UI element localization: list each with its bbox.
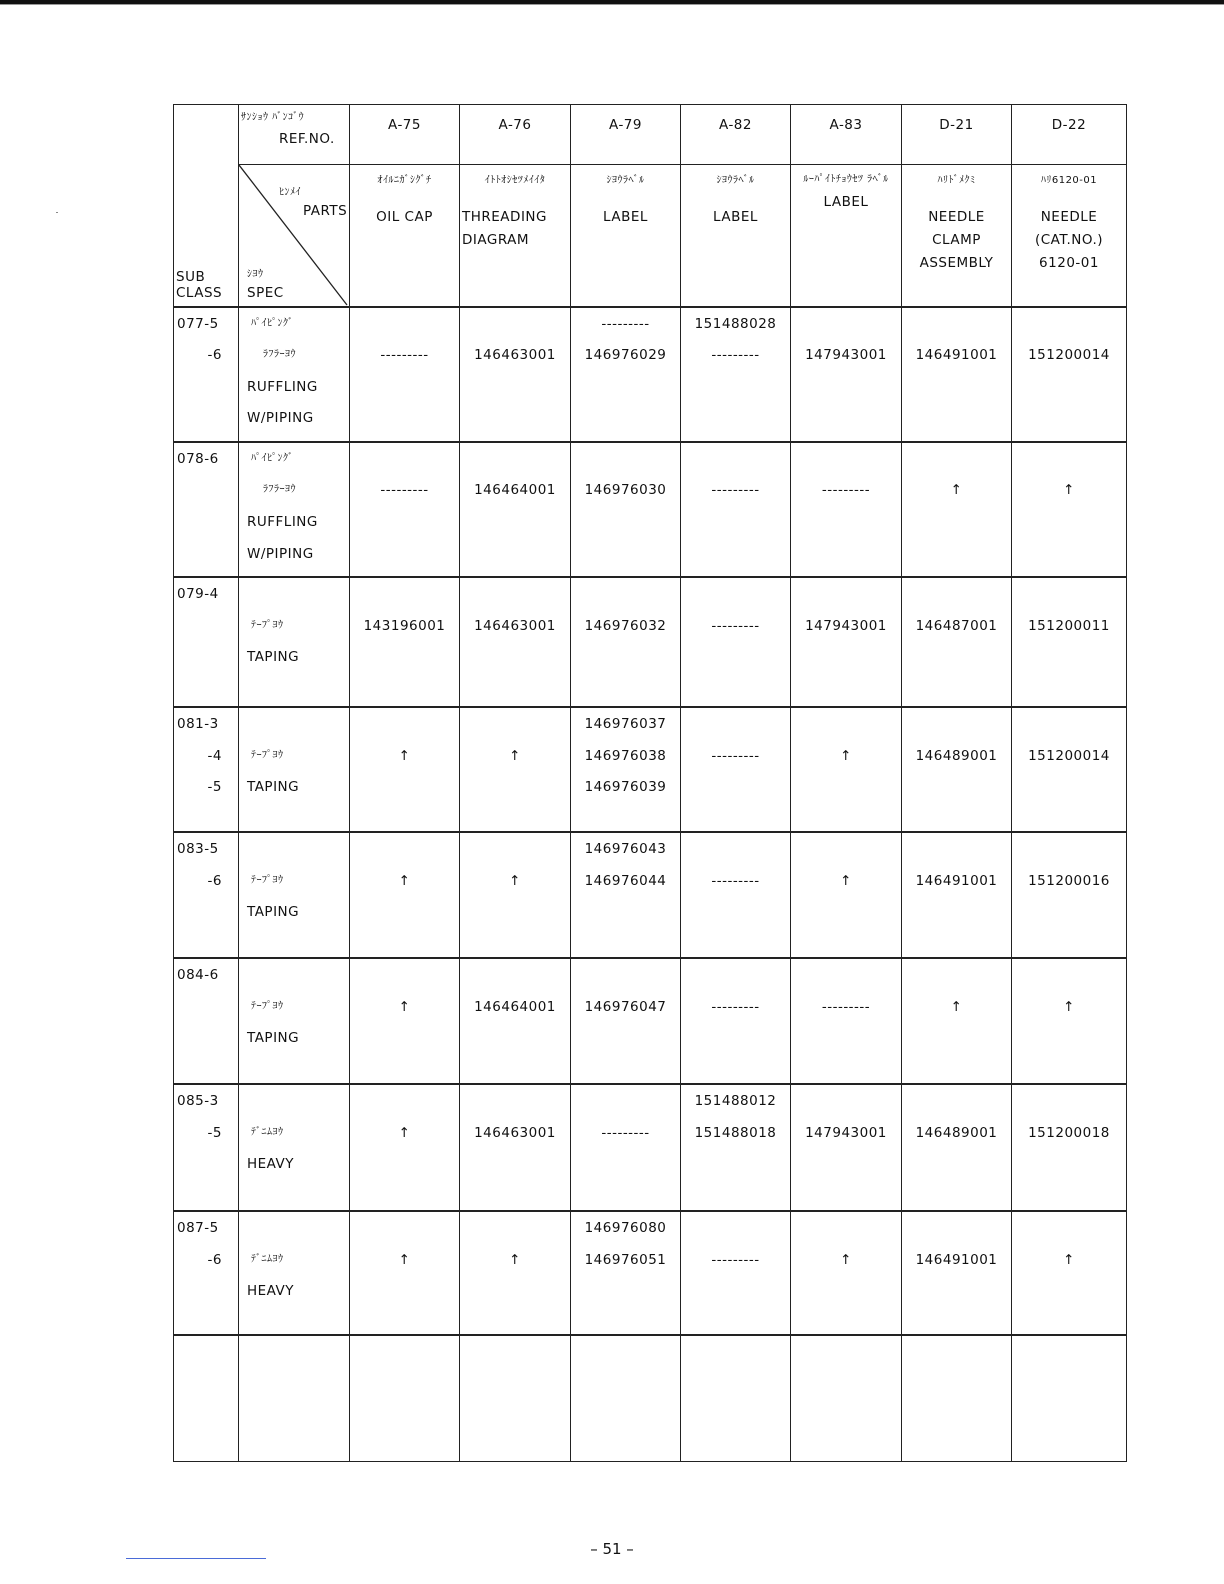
value-cell	[571, 707, 681, 832]
value-cell	[681, 707, 791, 832]
table-row	[174, 1211, 1127, 1335]
class-label: CLASS	[176, 285, 223, 301]
value-cell	[460, 442, 571, 577]
part-name: LABEL	[603, 209, 648, 225]
value-cell	[460, 1211, 571, 1335]
table-row	[174, 1084, 1127, 1211]
part-number	[460, 450, 570, 482]
part-number: ↑	[398, 872, 411, 889]
part-number	[902, 715, 1011, 747]
part-number	[681, 840, 790, 872]
value-cell	[460, 958, 571, 1084]
part-number	[350, 585, 459, 617]
spec-kana: ﾃｰﾌﾟﾖｳ	[251, 1000, 284, 1012]
part-number	[460, 1092, 570, 1124]
subclass-value: 077-5	[177, 315, 219, 332]
part-number	[681, 585, 790, 617]
part-number	[1012, 450, 1126, 482]
table-row	[174, 832, 1127, 958]
value-cell	[571, 442, 681, 577]
subclass-value: 084-6	[177, 967, 219, 984]
part-number: ---------	[380, 482, 429, 499]
part-name: NEEDLE CLAMP ASSEMBLY	[919, 209, 994, 271]
part-number: 151200018	[1028, 1124, 1110, 1141]
empty-cell	[174, 1335, 239, 1461]
subclass-cell	[174, 577, 239, 707]
blue-underline-mark	[126, 1558, 266, 1559]
subclass-cell	[174, 1084, 239, 1211]
part-number	[460, 1219, 570, 1251]
part-number: ↑	[840, 872, 852, 889]
part-name: NEEDLE (CAT.NO.) 6120-01	[1034, 209, 1104, 271]
part-number: ↑	[398, 998, 411, 1015]
sub-label: SUB	[176, 269, 206, 285]
value-cell	[791, 1084, 902, 1211]
spec-text: HEAVY	[247, 1283, 295, 1300]
subclass-value: -5	[207, 779, 222, 796]
empty-cell	[571, 1335, 681, 1461]
part-number	[1012, 315, 1126, 347]
part-number	[681, 715, 790, 747]
part-number	[1012, 715, 1126, 747]
part-kana: ﾊﾘ6120-01	[1040, 175, 1098, 186]
part-number	[791, 585, 901, 617]
part-number	[791, 450, 901, 482]
part-number	[902, 1219, 1011, 1251]
scan-speck	[56, 212, 58, 213]
part-number: 146464001	[474, 482, 556, 499]
part-number	[571, 966, 680, 998]
part-number	[350, 1092, 459, 1124]
part-number: 146976044	[584, 872, 667, 889]
ref-a82: A-82	[681, 105, 791, 165]
part-number	[460, 585, 570, 617]
part-number: 151200014	[1028, 347, 1110, 364]
subclass-cell	[174, 307, 239, 442]
value-cell	[571, 1211, 681, 1335]
subclass-value: 087-5	[177, 1220, 219, 1237]
part-number: 147943001	[805, 617, 887, 634]
value-cell	[350, 577, 460, 707]
value-cell	[571, 577, 681, 707]
ref-a76: A-76	[460, 105, 571, 165]
value-cell	[350, 832, 460, 958]
spec-label: SPEC	[247, 285, 284, 301]
table-row	[174, 577, 1127, 707]
spec-kana: ﾃｰﾌﾟﾖｳ	[251, 619, 284, 631]
value-cell	[571, 307, 681, 442]
spec-cell	[239, 307, 350, 442]
part-number: 146491001	[915, 1251, 998, 1268]
part-number	[902, 585, 1011, 617]
parts-name-row	[174, 165, 1127, 307]
shiyou-kana: ｼﾖｳ	[247, 269, 264, 280]
part-number: ↑	[509, 1251, 521, 1268]
part-number: ↑	[509, 747, 521, 764]
part-number	[902, 1092, 1011, 1124]
empty-cell	[1012, 1335, 1127, 1461]
part-number: ↑	[398, 747, 411, 764]
parts-table	[173, 104, 1127, 1462]
spec-kana: ﾗﾌﾗｰﾖｳ	[263, 349, 296, 361]
spec-text	[239, 585, 349, 617]
subclass-cell	[174, 442, 239, 577]
part-number	[1012, 966, 1126, 998]
part-number: 146976032	[584, 617, 667, 634]
value-cell	[460, 307, 571, 442]
value-cell	[902, 1211, 1012, 1335]
table-row	[174, 442, 1127, 577]
part-number	[902, 450, 1011, 482]
subclass-value: -6	[207, 872, 222, 889]
ref-a75: A-75	[350, 105, 460, 165]
ref-kana: ｻﾝｼｮｳ ﾊﾞﾝｺﾞｳ	[241, 112, 305, 123]
part-number: ↑	[509, 872, 521, 889]
part-number: ---------	[711, 998, 760, 1015]
spec-cell	[239, 707, 350, 832]
subclass-value: -4	[207, 747, 222, 764]
subclass-value: 081-3	[177, 716, 219, 733]
value-cell	[350, 442, 460, 577]
ref-d22: D-22	[1012, 105, 1127, 165]
part-number	[791, 1092, 901, 1124]
part-number: 146976029	[584, 347, 667, 364]
spec-cell	[239, 577, 350, 707]
empty-cell	[239, 1335, 350, 1461]
part-number: ---------	[821, 998, 871, 1015]
subclass-value: -6	[207, 1251, 222, 1268]
part-number: 146463001	[474, 1124, 556, 1141]
spec-kana: ﾊﾟｲﾋﾟﾝｸﾞ	[251, 317, 294, 329]
part-name: LABEL	[823, 194, 869, 210]
part-number	[681, 966, 790, 998]
value-cell	[350, 707, 460, 832]
value-cell	[1012, 832, 1127, 958]
part-name: OIL CAP	[376, 209, 433, 225]
value-cell	[902, 442, 1012, 577]
part-number: ---------	[380, 347, 429, 364]
part-number	[902, 966, 1011, 998]
part-number: ↑	[398, 1124, 411, 1141]
part-number: ---------	[711, 1251, 760, 1268]
value-cell	[791, 707, 902, 832]
value-cell	[1012, 1211, 1127, 1335]
part-number	[460, 315, 570, 347]
part-number: 147943001	[805, 1124, 887, 1141]
part-number: 151488028	[694, 315, 777, 332]
part-number	[902, 315, 1011, 347]
part-needle-clamp	[902, 165, 1012, 307]
part-number	[571, 1092, 680, 1124]
part-number: ↑	[950, 998, 963, 1015]
spec-text: TAPING	[247, 779, 300, 796]
ref-a79: A-79	[571, 105, 681, 165]
spec-text	[239, 1092, 349, 1124]
part-number	[350, 1219, 459, 1251]
part-number: 146976038	[584, 747, 667, 764]
part-number: ↑	[1063, 1251, 1075, 1268]
part-kana: ｲﾄﾄｵｼｾﾂﾒｲｲﾀ	[484, 175, 546, 186]
part-number: ↑	[1063, 998, 1075, 1015]
part-number	[460, 715, 570, 747]
part-number: ↑	[840, 747, 852, 764]
part-number	[350, 315, 459, 347]
value-cell	[791, 1211, 902, 1335]
value-cell	[571, 958, 681, 1084]
part-number	[1012, 585, 1126, 617]
part-number	[1012, 1219, 1126, 1251]
value-cell	[681, 958, 791, 1084]
spec-text: TAPING	[247, 649, 300, 666]
part-kana: ﾙｰﾊﾟｲﾄﾁｮｳｾﾂ ﾗﾍﾞﾙ	[803, 174, 889, 185]
part-number: ---------	[711, 872, 760, 889]
part-number: 146489001	[915, 1124, 998, 1141]
part-number	[681, 450, 790, 482]
part-number: 146976037	[584, 716, 667, 733]
part-name: THREADING DIAGRAM	[462, 209, 547, 248]
part-number	[350, 966, 459, 998]
part-number: 143196001	[363, 617, 446, 634]
part-number: ---------	[821, 482, 871, 499]
part-number	[350, 715, 459, 747]
value-cell	[1012, 1084, 1127, 1211]
part-number	[681, 1219, 790, 1251]
parts-label: PARTS	[303, 203, 348, 219]
value-cell	[350, 1084, 460, 1211]
part-number: ---------	[601, 315, 650, 332]
table-row	[174, 307, 1127, 442]
parts-spec-diagonal-header	[239, 165, 350, 307]
part-label-a79	[571, 165, 681, 307]
value-cell	[681, 1084, 791, 1211]
subclass-value: -6	[207, 347, 222, 364]
part-number: 146487001	[915, 617, 998, 634]
part-number	[791, 840, 901, 872]
part-number: 146491001	[915, 872, 998, 889]
part-number: 151488012	[694, 1093, 777, 1110]
empty-cell	[681, 1335, 791, 1461]
value-cell	[681, 1211, 791, 1335]
part-label-a82	[681, 165, 791, 307]
part-kana: ｼﾖｳﾗﾍﾞﾙ	[716, 175, 755, 186]
part-number: ---------	[711, 747, 760, 764]
spec-text: RUFFLING	[247, 378, 318, 395]
spec-text	[239, 840, 349, 872]
part-number: 146976030	[584, 482, 667, 499]
spec-text: W/PIPING	[247, 410, 314, 427]
part-number: 147943001	[805, 347, 887, 364]
part-number: 146976051	[584, 1251, 667, 1268]
spec-cell	[239, 442, 350, 577]
spec-text: TAPING	[247, 1030, 300, 1047]
value-cell	[791, 307, 902, 442]
ref-row	[174, 105, 1127, 165]
subclass-cell	[174, 1211, 239, 1335]
spec-text	[239, 966, 349, 998]
part-kana: ｼﾖｳﾗﾍﾞﾙ	[606, 175, 645, 186]
value-cell	[902, 707, 1012, 832]
spec-cell	[239, 958, 350, 1084]
value-cell	[1012, 307, 1127, 442]
spec-text: RUFFLING	[247, 514, 318, 531]
value-cell	[902, 958, 1012, 1084]
part-number: 146489001	[915, 747, 998, 764]
part-oil-cap	[350, 165, 460, 307]
spec-kana: ﾃﾞﾆﾑﾖｳ	[251, 1253, 284, 1265]
value-cell	[350, 958, 460, 1084]
spec-text	[239, 1219, 349, 1251]
value-cell	[1012, 958, 1127, 1084]
empty-cell	[791, 1335, 902, 1461]
value-cell	[350, 307, 460, 442]
part-number	[1012, 840, 1126, 872]
spec-kana: ﾗﾌﾗｰﾖｳ	[263, 484, 296, 496]
table-row	[174, 958, 1127, 1084]
empty-row	[174, 1335, 1127, 1461]
top-border-shadow	[0, 4, 1224, 5]
part-label-a83	[791, 165, 902, 307]
subclass-value: 079-4	[177, 586, 219, 603]
value-cell	[1012, 577, 1127, 707]
part-number	[571, 450, 680, 482]
part-number: ---------	[601, 1124, 650, 1141]
spec-kana: ﾃﾞﾆﾑﾖｳ	[251, 1126, 284, 1138]
spec-text	[239, 715, 349, 747]
part-number: ↑	[398, 1251, 411, 1268]
part-kana: ｵｲﾙﾆｶﾞｼｸﾞﾁ	[377, 175, 432, 186]
part-number	[791, 715, 901, 747]
part-number: 151200016	[1028, 872, 1110, 889]
subclass-value: 083-5	[177, 841, 219, 858]
value-cell	[902, 1084, 1012, 1211]
part-number: ↑	[1063, 482, 1075, 499]
value-cell	[460, 707, 571, 832]
spec-kana: ﾃｰﾌﾟﾖｳ	[251, 874, 284, 886]
spec-cell	[239, 1211, 350, 1335]
part-number: ↑	[840, 1251, 852, 1268]
empty-cell	[350, 1335, 460, 1461]
part-number: ---------	[711, 482, 760, 499]
part-number	[350, 840, 459, 872]
part-number	[791, 966, 901, 998]
part-number: 151200014	[1028, 747, 1110, 764]
part-number	[902, 840, 1011, 872]
value-cell	[571, 832, 681, 958]
subclass-cell	[174, 832, 239, 958]
part-number: 146463001	[474, 347, 556, 364]
subclass-value: 078-6	[177, 450, 219, 467]
spec-cell	[239, 1084, 350, 1211]
part-needle	[1012, 165, 1127, 307]
empty-cell	[460, 1335, 571, 1461]
part-number: 146976039	[584, 779, 667, 796]
value-cell	[902, 307, 1012, 442]
part-number	[791, 1219, 901, 1251]
ref-a83: A-83	[791, 105, 902, 165]
subclass-cell	[174, 958, 239, 1084]
spec-kana: ﾃｰﾌﾟﾖｳ	[251, 749, 284, 761]
subclass-cell	[174, 707, 239, 832]
part-name: LABEL	[713, 209, 758, 225]
part-threading-diagram	[460, 165, 571, 307]
value-cell	[791, 577, 902, 707]
subclass-header-cell	[174, 105, 239, 307]
part-number	[571, 585, 680, 617]
part-number: 146491001	[915, 347, 998, 364]
value-cell	[791, 958, 902, 1084]
value-cell	[571, 1084, 681, 1211]
ref-d21: D-21	[902, 105, 1012, 165]
subclass-value: -5	[207, 1124, 222, 1141]
value-cell	[681, 577, 791, 707]
table-row	[174, 707, 1127, 832]
spec-kana: ﾊﾟｲﾋﾟﾝｸﾞ	[251, 452, 294, 464]
page-number: – 51 –	[590, 1540, 634, 1558]
spec-text: HEAVY	[247, 1156, 295, 1173]
part-number: ---------	[711, 347, 760, 364]
value-cell	[460, 1084, 571, 1211]
part-kana: ﾊﾘﾄﾞﾒｸﾐ	[937, 175, 976, 186]
spec-text: W/PIPING	[247, 545, 314, 562]
ref-no-label: REF.NO.	[279, 131, 335, 147]
part-number: 146464001	[474, 998, 556, 1015]
part-number	[460, 966, 570, 998]
empty-cell	[902, 1335, 1012, 1461]
part-number: 146463001	[474, 617, 556, 634]
value-cell	[902, 577, 1012, 707]
value-cell	[791, 442, 902, 577]
part-number: ---------	[711, 617, 760, 634]
part-number: ↑	[950, 482, 963, 499]
part-number	[1012, 1092, 1126, 1124]
part-number	[791, 315, 901, 347]
value-cell	[902, 832, 1012, 958]
part-number: 146976043	[584, 841, 667, 858]
part-number: 146976080	[584, 1220, 667, 1237]
part-number: 146976047	[584, 998, 667, 1015]
value-cell	[460, 832, 571, 958]
part-number: 151200011	[1028, 617, 1110, 634]
part-number	[350, 450, 459, 482]
value-cell	[791, 832, 902, 958]
value-cell	[681, 442, 791, 577]
spec-text: TAPING	[247, 904, 300, 921]
value-cell	[1012, 707, 1127, 832]
subclass-value: 085-3	[177, 1093, 219, 1110]
value-cell	[681, 832, 791, 958]
part-number: 151488018	[694, 1124, 777, 1141]
value-cell	[460, 577, 571, 707]
value-cell	[1012, 442, 1127, 577]
ref-no-header	[239, 105, 350, 165]
value-cell	[350, 1211, 460, 1335]
part-number	[460, 840, 570, 872]
value-cell	[681, 307, 791, 442]
spec-cell	[239, 832, 350, 958]
hinmei-kana: ﾋﾝﾒｲ	[279, 187, 301, 198]
